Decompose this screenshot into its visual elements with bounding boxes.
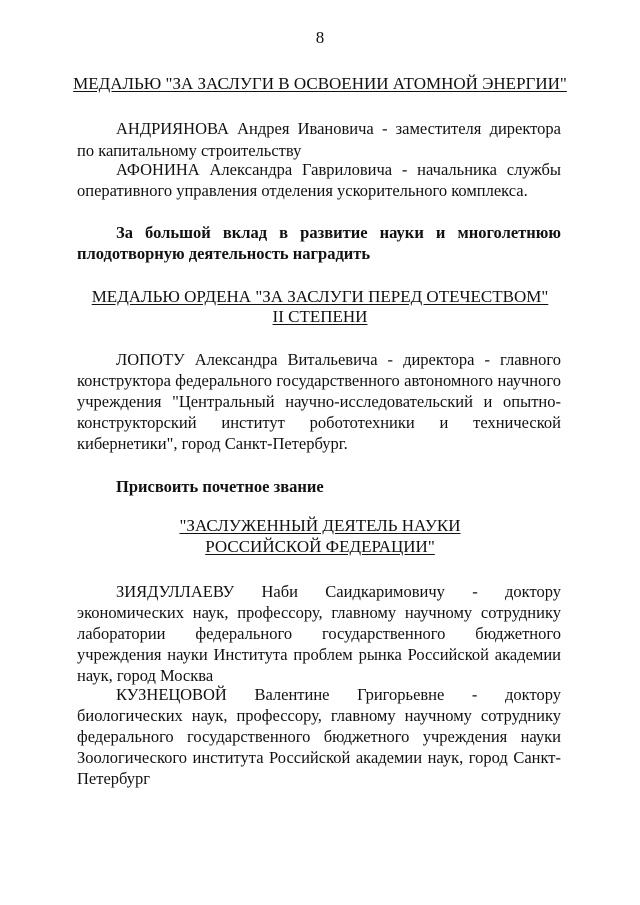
kuznetsovoy-line-3: федерального государственного бюджетного учреждения науки <box>77 727 561 746</box>
ziyadullaevu-line-2: экономических наук, профессору, главному научному сотруднику <box>77 603 561 622</box>
lopotu-line-5: кибернетики", город Санкт-Петербург. <box>77 434 348 453</box>
lopotu-line-3: учреждения "Центральный научно-исследовательский и опытно- <box>77 392 561 411</box>
lopotu-line-4: конструкторский институт робототехники и технической <box>77 413 561 432</box>
page-number: 8 <box>315 28 325 47</box>
ziyadullaevu-line-1: ЗИЯДУЛЛАЕВУ Наби Саидкаримовичу - доктору <box>116 582 561 601</box>
medal-order-heading-line-1: МЕДАЛЬЮ ОРДЕНА "ЗА ЗАСЛУГИ ПЕРЕД ОТЕЧЕСТВОМ" <box>91 287 549 306</box>
kuznetsovoy-line-2: биологических наук, профессору, главному научному сотруднику <box>77 706 561 725</box>
ziyadullaevu-line-3: лаборатории федерального государственного бюджетного <box>77 624 561 643</box>
medal-atomic-heading: МЕДАЛЬЮ "ЗА ЗАСЛУГИ В ОСВОЕНИИ АТОМНОЙ ЭНЕРГИИ" <box>73 74 567 93</box>
title-name-line-1: "ЗАСЛУЖЕННЫЙ ДЕЯТЕЛЬ НАУКИ <box>179 516 461 535</box>
ziyadullaevu-line-5: наук, город Москва <box>77 666 214 685</box>
ziyadullaevu-line-4: учреждения науки Института проблем рынка Российской академии <box>77 645 561 664</box>
kuznetsovoy-line-1: КУЗНЕЦОВОЙ Валентине Григорьевне - доктору <box>116 685 561 704</box>
kuznetsovoy-line-5: Петербург <box>77 769 151 788</box>
award-intro-line-2: плодотворную деятельность наградить <box>77 244 371 263</box>
title-intro: Присвоить почетное звание <box>116 477 324 496</box>
medal-order-heading-line-2: II СТЕПЕНИ <box>272 307 368 326</box>
andriyanova-line-1: АНДРИЯНОВА Андрея Ивановича - заместителя директора <box>116 119 561 138</box>
lopotu-line-1: ЛОПОТУ Александра Витальевича - директора - главного <box>116 350 561 369</box>
andriyanova-line-2: по капитальному строительству <box>77 141 302 160</box>
afonina-line-1: АФОНИНА Александра Гавриловича - начальника службы <box>116 160 561 179</box>
afonina-line-2: оперативного управления отделения ускорительного комплекса. <box>77 181 528 200</box>
kuznetsovoy-line-4: Зоологического института Российской академии наук, город Санкт- <box>77 748 561 767</box>
lopotu-line-2: конструктора федерального государственного автономного научного <box>77 371 561 390</box>
award-intro-line-1: За большой вклад в развитие науки и многолетнюю <box>116 223 561 242</box>
title-name-line-2: РОССИЙСКОЙ ФЕДЕРАЦИИ" <box>205 537 435 556</box>
